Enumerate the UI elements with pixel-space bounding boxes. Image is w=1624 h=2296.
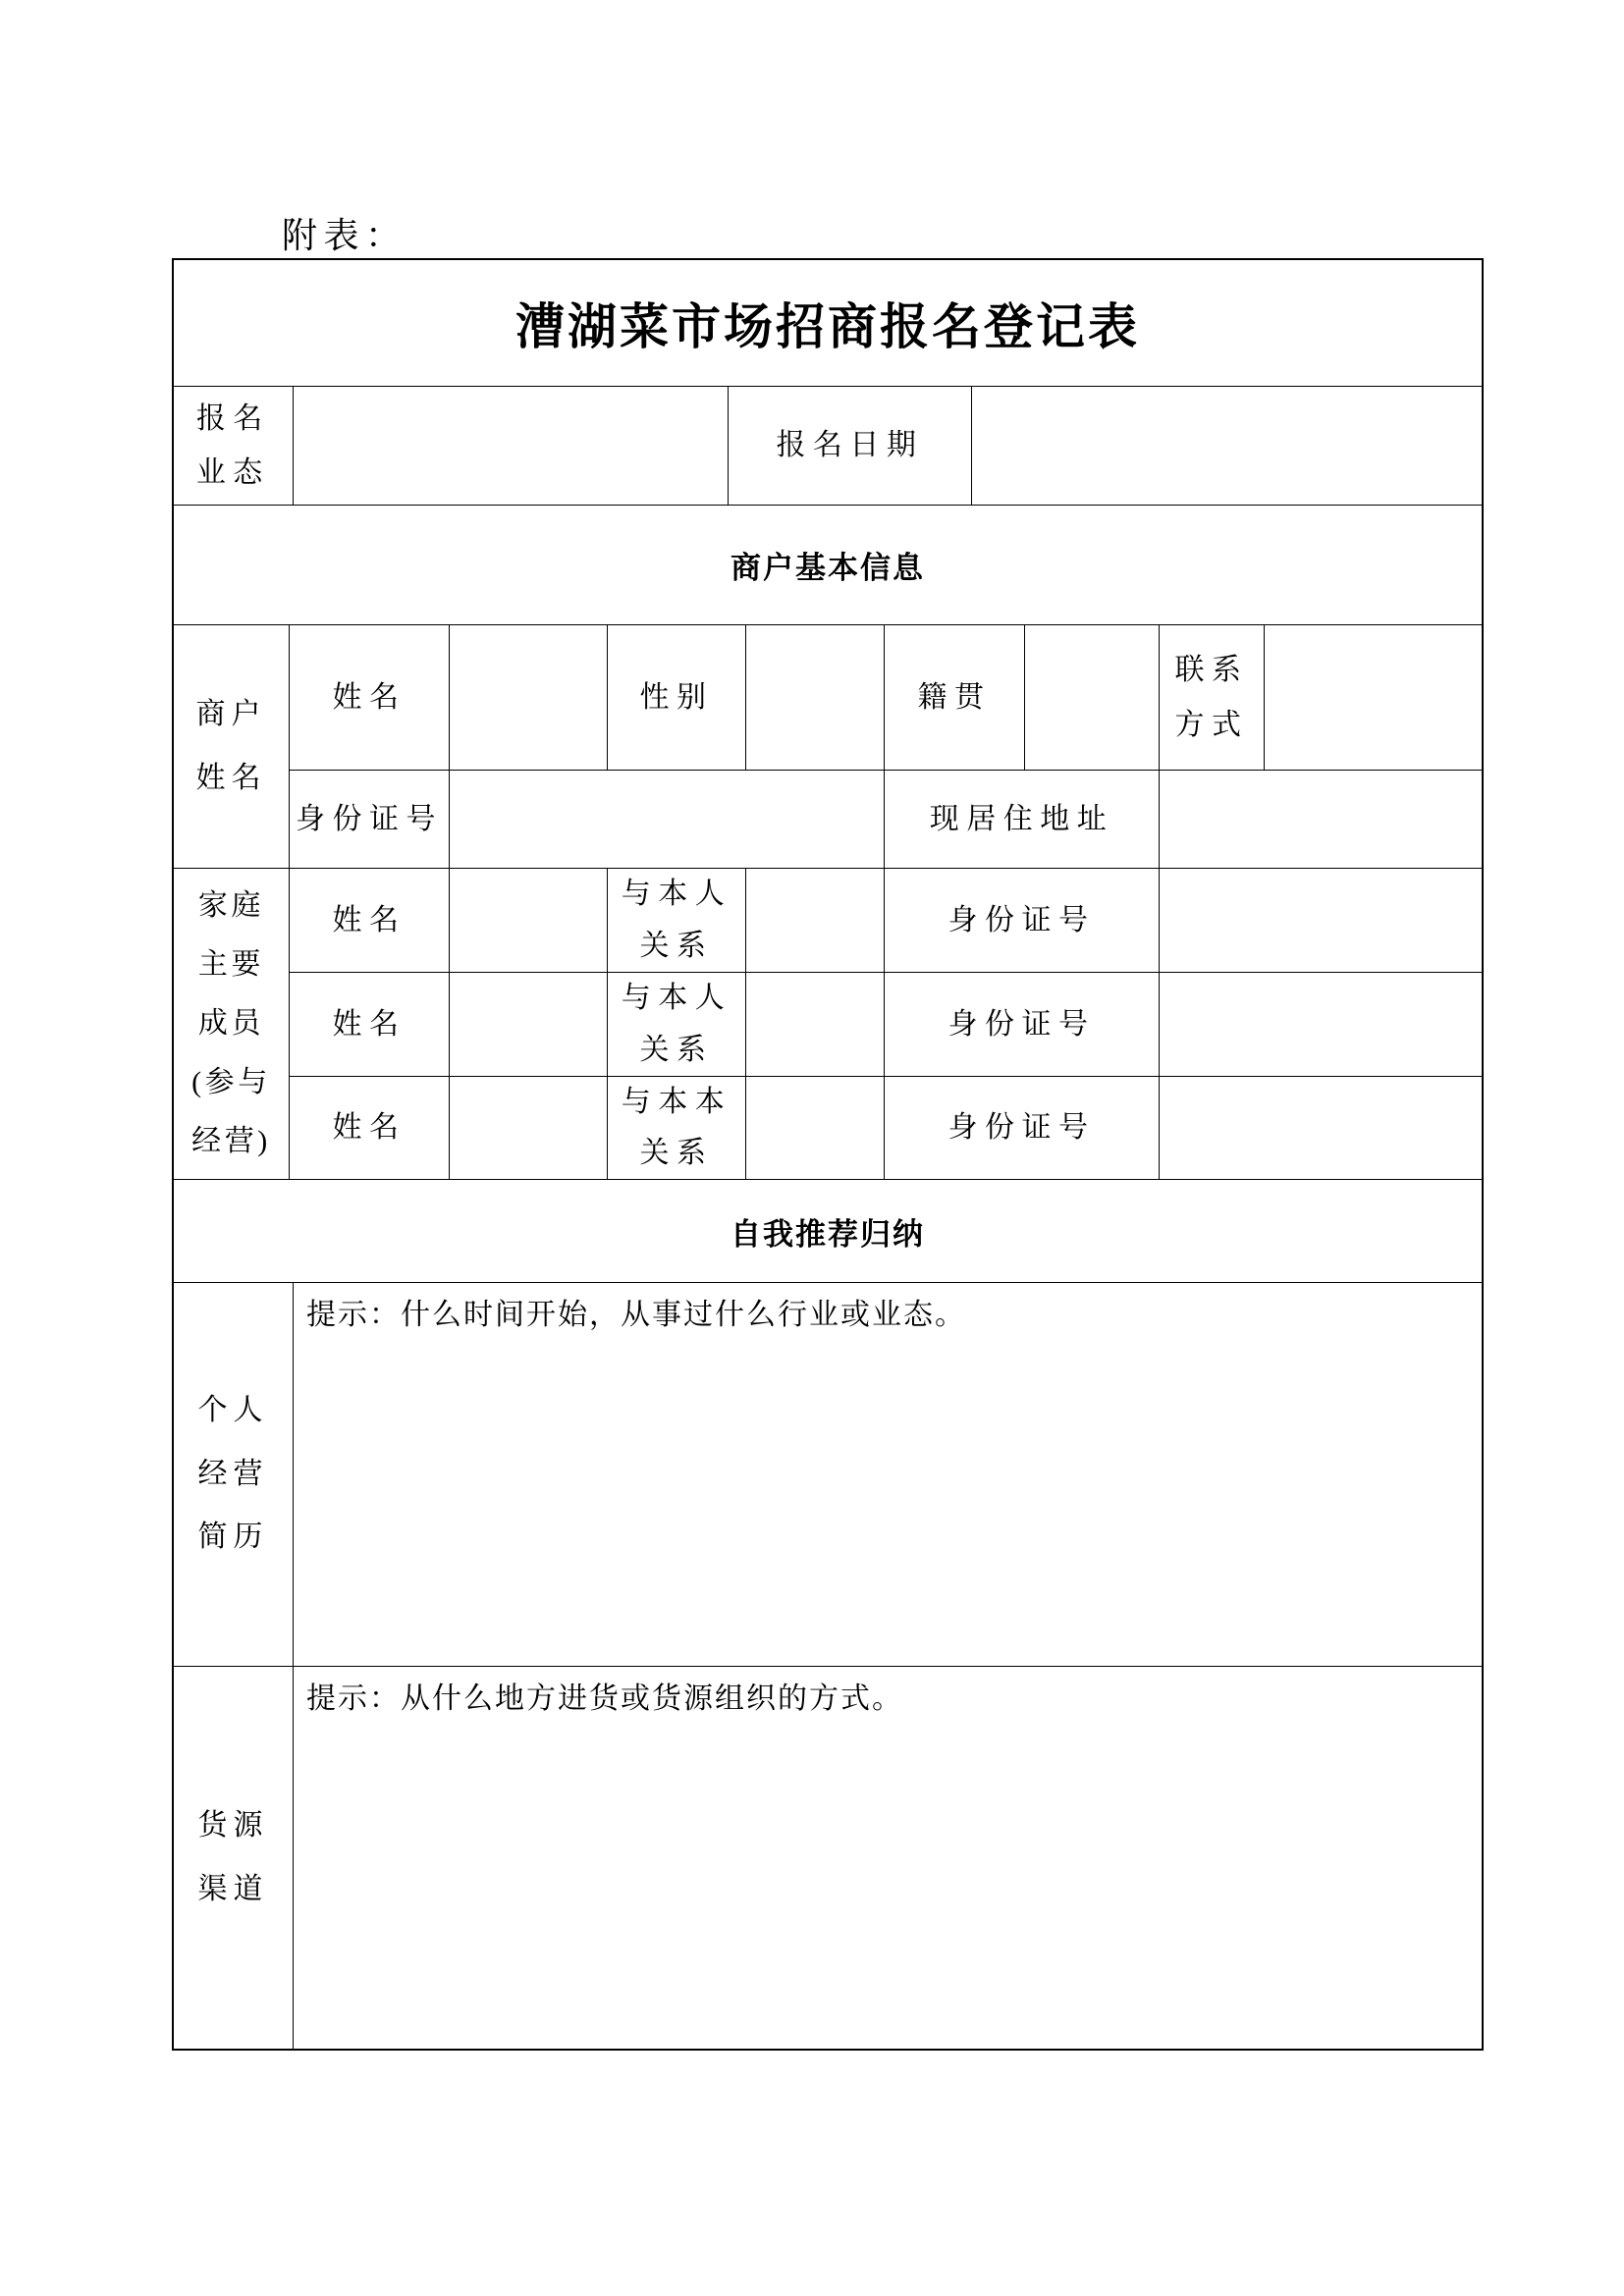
supply-section <box>174 1667 1482 2049</box>
family-group-label-line1: 家庭 <box>197 889 265 922</box>
field-family-relation-1 <box>746 869 885 972</box>
apply-date-label: 报名日期 <box>729 387 971 505</box>
field-merchant-contact <box>1265 625 1482 770</box>
field-family-relation-2 <box>746 973 885 1076</box>
field-apply-category <box>294 387 730 505</box>
family-id-label-1: 身份证号 <box>885 869 1160 972</box>
self-intro-header: 自我推荐归纳 <box>174 1180 1482 1283</box>
merchant-name-label: 姓名 <box>290 625 450 770</box>
field-family-name-2 <box>450 973 608 1076</box>
merchant-hometown-label: 籍贯 <box>885 625 1025 770</box>
title-row <box>174 260 1482 387</box>
family-group-label <box>174 869 290 1179</box>
family-relation-label-1-line1: 与本人 <box>621 878 732 910</box>
field-merchant-hometown <box>1025 625 1160 770</box>
merchant-contact-label-line2: 方式 <box>1174 708 1249 741</box>
family-row-3 <box>290 1077 1482 1179</box>
experience-group-label-line3: 简历 <box>197 1521 269 1554</box>
family-group-label-line2: 主要 <box>197 948 265 981</box>
family-section <box>174 869 1482 1180</box>
field-family-name-3 <box>450 1077 608 1179</box>
merchant-section <box>174 625 1482 869</box>
field-merchant-gender <box>746 625 885 770</box>
merchant-row-basic <box>290 625 1482 771</box>
field-merchant-name <box>450 625 608 770</box>
merchant-gender-label: 性别 <box>608 625 746 770</box>
family-relation-label-3 <box>608 1077 746 1179</box>
supply-group-label <box>174 1667 294 2049</box>
supply-group-label-line1: 货源 <box>197 1809 269 1842</box>
field-apply-date <box>972 387 1482 505</box>
apply-row <box>174 387 1482 506</box>
field-experience-content: 提示：什么时间开始，从事过什么行业或业态。 <box>306 1299 966 1331</box>
merchant-id-label: 身份证号 <box>290 771 450 868</box>
family-name-label-2: 姓名 <box>290 973 450 1076</box>
family-group-label-line5: 经营) <box>191 1125 271 1157</box>
family-relation-label-1 <box>608 869 746 972</box>
field-supply-content: 提示：从什么地方进货或货源组织的方式。 <box>306 1682 903 1715</box>
supply-group-label-line2: 渠道 <box>197 1872 269 1905</box>
merchant-address-label: 现居住地址 <box>885 771 1160 868</box>
family-relation-label-2 <box>608 973 746 1076</box>
family-relation-label-2-line2: 关系 <box>639 1033 714 1066</box>
field-merchant-address <box>1160 771 1482 868</box>
merchant-contact-label-line1: 联系 <box>1174 654 1249 686</box>
field-family-id-1 <box>1160 869 1482 972</box>
family-group-label-line4: (参与 <box>191 1066 271 1098</box>
experience-group-label-line1: 个人 <box>197 1394 269 1427</box>
family-relation-label-3-line1: 与本本 <box>621 1085 732 1118</box>
merchant-group-label-line2: 姓名 <box>195 761 267 794</box>
family-row-1 <box>290 869 1482 973</box>
field-merchant-id <box>450 771 885 868</box>
form-title: 漕湖菜市场招商报名登记表 <box>515 299 1140 354</box>
apply-category-label-line1: 报名 <box>195 401 270 435</box>
merchant-group-label-line1: 商户 <box>195 698 267 730</box>
merchant-info-header: 商户基本信息 <box>174 506 1482 625</box>
page-annotation: 附表： <box>282 216 407 255</box>
family-name-label-1: 姓名 <box>290 869 450 972</box>
family-group-label-line3: 成员 <box>197 1007 265 1040</box>
family-name-label-3: 姓名 <box>290 1077 450 1179</box>
family-relation-label-3-line2: 关系 <box>639 1137 714 1169</box>
field-family-id-3 <box>1160 1077 1482 1179</box>
experience-group-label-line2: 经营 <box>197 1457 269 1490</box>
family-id-label-3: 身份证号 <box>885 1077 1160 1179</box>
family-relation-label-2-line1: 与本人 <box>621 982 732 1014</box>
merchant-row-id <box>290 771 1482 868</box>
field-family-id-2 <box>1160 973 1482 1076</box>
experience-group-label <box>174 1283 294 1666</box>
merchant-group-label <box>174 625 290 868</box>
family-id-label-2: 身份证号 <box>885 973 1160 1076</box>
field-family-relation-3 <box>746 1077 885 1179</box>
registration-form-table <box>172 258 1484 2051</box>
family-relation-label-1-line2: 关系 <box>639 929 714 962</box>
merchant-contact-label <box>1160 625 1265 770</box>
apply-category-label <box>174 387 294 505</box>
apply-category-label-line2: 业态 <box>195 456 270 489</box>
experience-section <box>174 1283 1482 1667</box>
field-family-name-1 <box>450 869 608 972</box>
family-row-2 <box>290 973 1482 1077</box>
